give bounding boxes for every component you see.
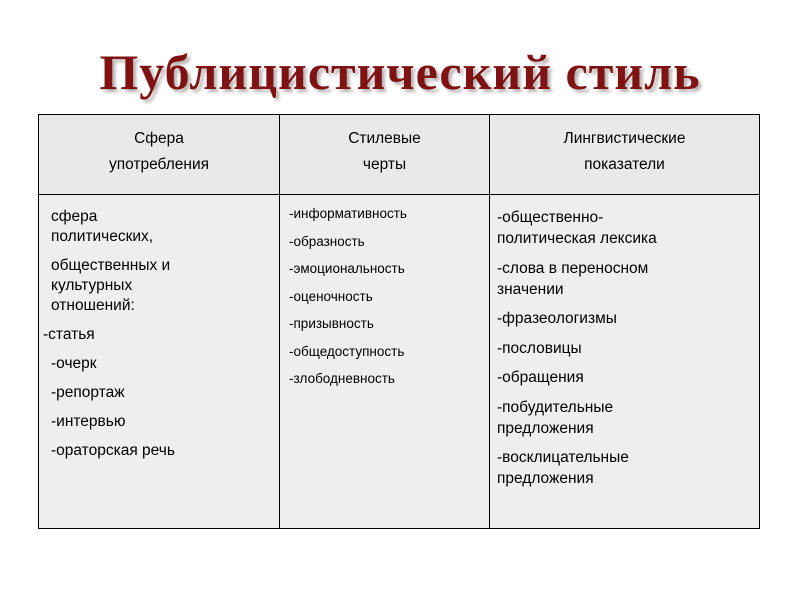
sphere-intro-line: сфера bbox=[51, 208, 98, 225]
indicator-item bbox=[497, 258, 759, 300]
indicator-line: -слова в переносном bbox=[497, 259, 649, 277]
sphere-intro-line: культурных bbox=[51, 277, 133, 294]
sphere-intro-line: отношений: bbox=[51, 297, 135, 314]
sphere-cell bbox=[39, 195, 280, 528]
feature-item: -информативность bbox=[289, 206, 407, 221]
header-sphere-line1: Сфера bbox=[134, 130, 184, 147]
genre-item: -очерк bbox=[51, 355, 97, 372]
slide-title: Публицистический стиль bbox=[99, 44, 701, 100]
header-features bbox=[280, 115, 490, 195]
sphere-intro bbox=[43, 256, 279, 316]
header-indicators bbox=[490, 115, 759, 195]
genre-item: -репортаж bbox=[51, 384, 125, 401]
indicator-line: -фразеологизмы bbox=[497, 310, 617, 327]
indicator-line: -пословицы bbox=[497, 339, 582, 357]
sphere-intro-line: политических, bbox=[51, 228, 154, 245]
indicator-item bbox=[497, 397, 759, 439]
feature-item: -призывность bbox=[289, 316, 374, 331]
genre-item: -интервью bbox=[51, 413, 126, 430]
header-indicators-line1: Лингвистические bbox=[563, 130, 686, 147]
style-table bbox=[38, 114, 760, 529]
genre-item: -статья bbox=[43, 326, 95, 343]
sphere-intro-line: общественных и bbox=[51, 257, 171, 274]
header-features-line1: Стилевые bbox=[348, 130, 421, 147]
indicator-item bbox=[497, 207, 759, 249]
indicator-line: -побудительные bbox=[497, 398, 614, 416]
indicator-line: политическая лексика bbox=[497, 230, 657, 247]
feature-item: -образность bbox=[289, 233, 365, 249]
indicators-cell bbox=[490, 195, 759, 528]
header-sphere-line2: употребления bbox=[108, 156, 210, 173]
indicator-line: -восклицательные bbox=[497, 449, 629, 466]
indicator-item bbox=[497, 338, 759, 359]
indicator-item bbox=[497, 447, 759, 489]
features-cell bbox=[280, 195, 490, 528]
feature-item: -злободневность bbox=[289, 371, 395, 386]
feature-item: -общедоступность bbox=[289, 343, 405, 359]
sphere-intro bbox=[43, 207, 279, 247]
indicator-line: предложения bbox=[497, 419, 594, 437]
indicator-item bbox=[497, 308, 759, 329]
header-indicators-line2: показатели bbox=[584, 156, 665, 173]
indicator-line: предложения bbox=[497, 470, 594, 487]
indicator-line: -общественно- bbox=[497, 209, 604, 226]
header-features-line2: черты bbox=[362, 156, 407, 173]
genre-item: -ораторская речь bbox=[51, 442, 175, 459]
indicator-line: значении bbox=[497, 280, 564, 298]
indicator-item bbox=[497, 367, 759, 388]
header-sphere bbox=[39, 115, 280, 195]
feature-item: -эмоциональность bbox=[289, 261, 405, 276]
feature-item: -оценочность bbox=[289, 288, 373, 304]
indicator-line: -обращения bbox=[497, 369, 584, 386]
